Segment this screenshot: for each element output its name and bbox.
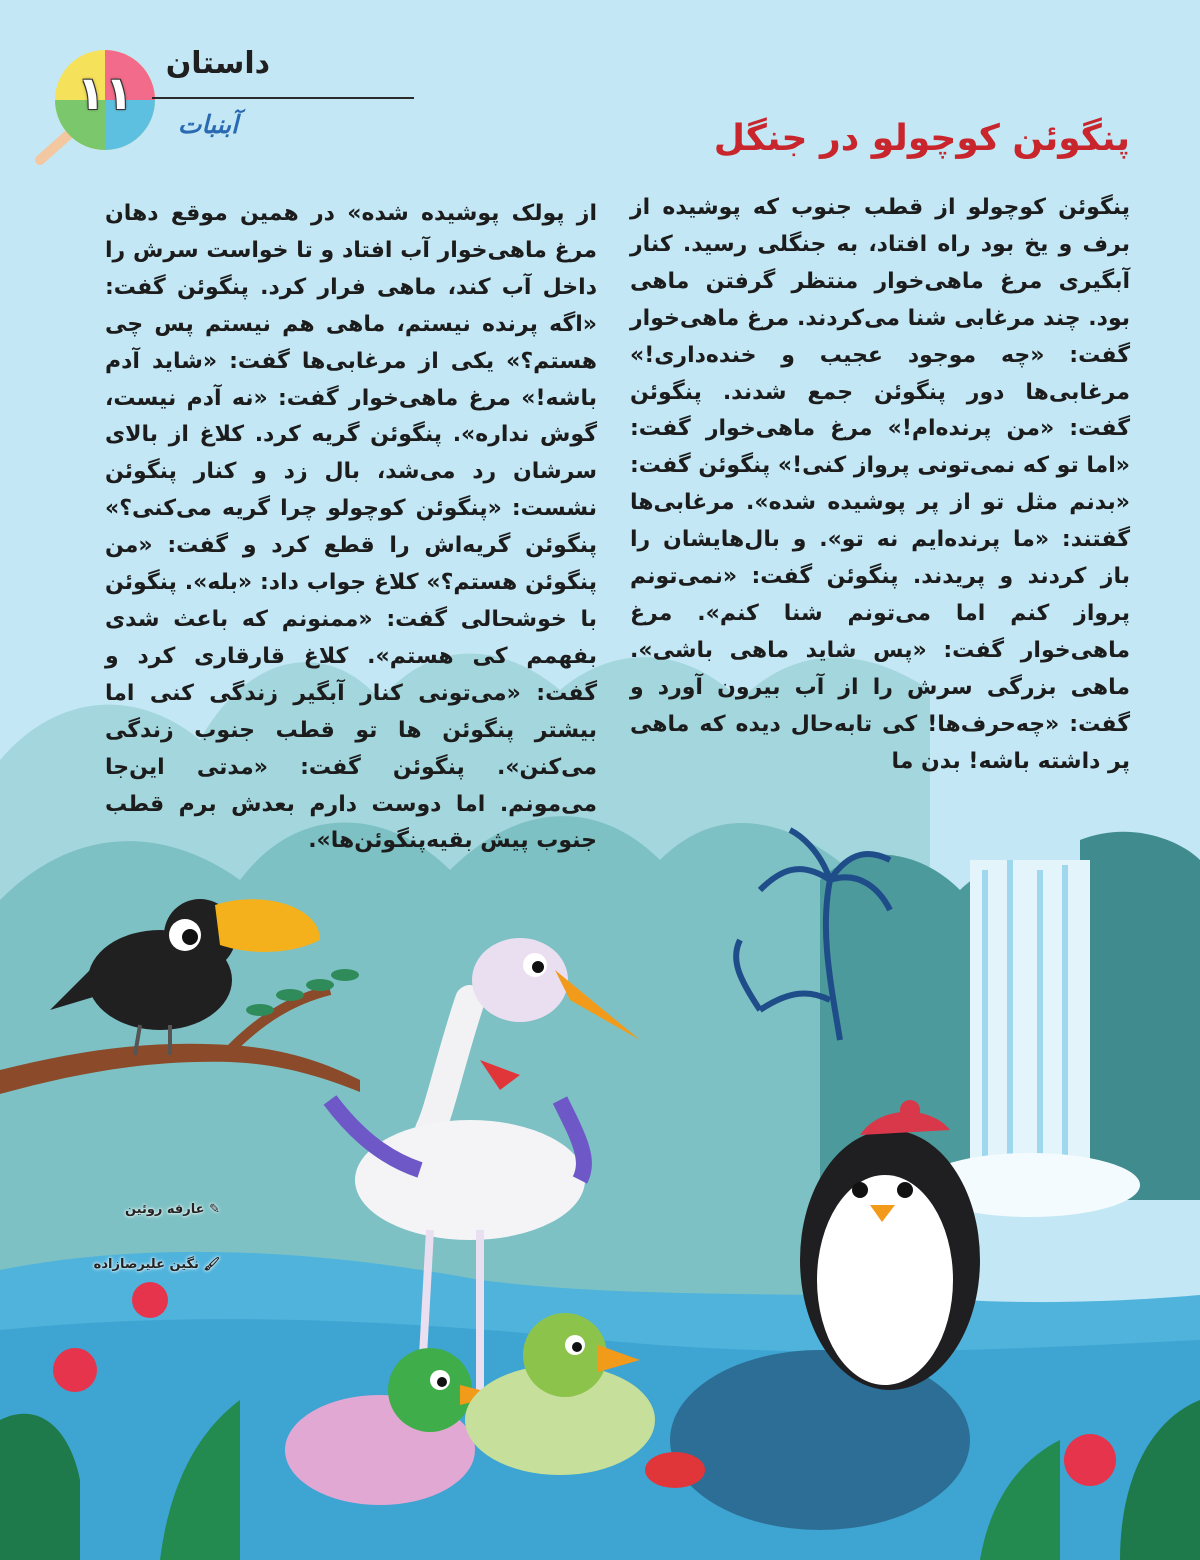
red-fish: [645, 1452, 705, 1488]
paintbrush-icon: 🖌: [203, 1257, 220, 1272]
illustrator-credit: [88, 1257, 220, 1272]
author-name: عارفه روئین: [124, 1202, 205, 1217]
section-label: داستان: [165, 46, 270, 81]
magazine-logo: آبنبات: [177, 110, 239, 139]
page-number: ۱۱: [76, 66, 134, 120]
header-divider: [152, 97, 414, 99]
rock-cliff-right: [1080, 832, 1200, 1200]
pencil-icon: ✎: [209, 1202, 220, 1217]
story-title: پنگوئن کوچولو در جنگل: [713, 118, 1130, 159]
author-credit: [110, 1202, 220, 1217]
story-column-right: پنگوئن کوچولو از قطب جنوب که پوشیده از برف و یخ بود راه افتاد، به جنگلی رسید. کنار آبگیری مرغ ماهی‌خوار منتظر گرفتن ماهی بود. چند مرغابی شنا می‌کردند. مرغ ماهی‌خوار گفت: «چه موجود عجیب و خنده‌داری!» مرغابی‌ها دور پنگوئن جمع شدند. پنگوئن گفت: «من پرنده‌ام!» مرغ ماهی‌خوار گفت: «اما تو که نمی‌تونی پرواز کنی!» پنگوئن گفت: «بدنم مثل تو از پر پوشیده شده». مرغابی‌ها گفتند: «ما پرنده‌ایم نه تو». و بال‌هایشان را باز کردند و پریدند. پنگوئن گفت: «نمی‌تونم پرواز کنم اما می‌تونم شنا کنم». مرغ ماهی‌خوار گفت: «پس شاید ماهی باشی». ماهی بزرگی سرش را از آب بیرون آورد و گفت: «چه‌حرف‌ها! کی تابه‌حال دیده که ماهی پر داشته باشه! بدن ما: [630, 195, 1130, 774]
illustrator-name: نگین علیرضازاده: [93, 1257, 199, 1272]
story-column-left: از پولک پوشیده شده» در همین موقع دهان مرغ ماهی‌خوار آب افتاد و تا خواست سرش را داخل آب کند، ماهی فرار کرد. پنگوئن گفت: «اگه پرنده نیستم، ماهی هم نیستم پس چی هستم؟» یکی از مرغابی‌ها گفت: «شاید آدم باشه!» مرغ ماهی‌خوار گفت: «نه آدم نیست، گوش نداره». پنگوئن گریه کرد. کلاغ از بالای سرشان رد می‌شد، بال زد و کنار پنگوئن نشست: «پنگوئن کوچولو چرا گریه می‌کنی؟» پنگوئن گریه‌اش را قطع کرد و گفت: «من پنگوئن هستم؟» کلاغ جواب داد: «بله». پنگوئن با خوشحالی گفت: «ممنونم که باعث شدی بفهمم کی هستم». کلاغ قارقاری کرد و گفت: «می‌تونی کنار آبگیر زندگی کنی اما بیشتر پنگوئن ها تو قطب جنوب زندگی می‌کنن». پنگوئن گفت: «مدتی این‌جا می‌مونم. اما دوست دارم بعدش برم قطب جنوب پیش بقیه‌پنگوئن‌ها».: [105, 201, 597, 854]
